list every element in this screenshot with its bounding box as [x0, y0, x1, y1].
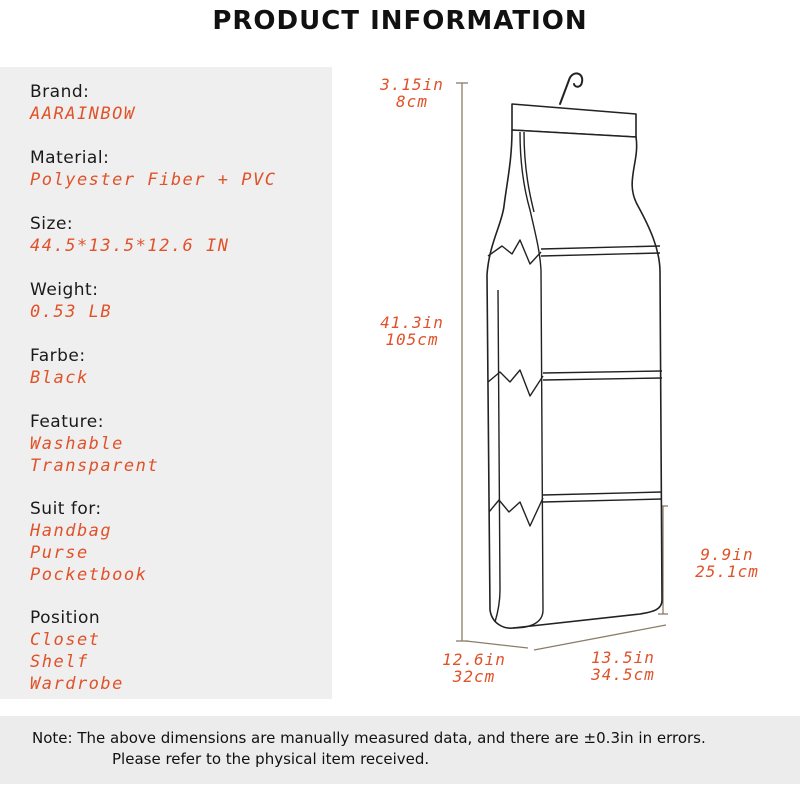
dimension-inches: 9.9in [700, 545, 754, 564]
dimension-top [362, 76, 462, 110]
spec-label: Size: [30, 214, 74, 234]
note-subtext: Please refer to the physical item received. [112, 750, 430, 768]
dimension-cm: 34.5cm [591, 665, 655, 684]
spec-label: Suit for: [30, 499, 102, 519]
page-title: PRODUCT INFORMATION [212, 6, 588, 36]
spec-label: Position [30, 608, 101, 628]
spec-label: Farbe: [30, 346, 86, 366]
dimension-depth [424, 651, 524, 685]
dimension-shelf [672, 546, 782, 580]
dimension-inches: 13.5in [591, 648, 655, 667]
spec-value: Closet [30, 630, 101, 650]
dimension-cm: 8cm [396, 92, 428, 111]
dimension-cm: 32cm [452, 667, 496, 686]
spec-label: Material: [30, 148, 110, 168]
spec-value: 44.5*13.5*12.6 IN [30, 236, 230, 256]
spec-value: Washable [30, 434, 124, 454]
dimension-width [568, 649, 678, 683]
spec-value: Purse [30, 543, 89, 563]
spec-value: Transparent [30, 456, 160, 476]
dimension-cm: 105cm [385, 330, 439, 349]
note-bar [0, 716, 800, 784]
dimension-inches: 3.15in [380, 75, 444, 94]
spec-label: Feature: [30, 412, 104, 432]
spec-value: Handbag [30, 521, 113, 541]
spec-label: Weight: [30, 280, 99, 300]
dimension-cm: 25.1cm [695, 562, 759, 581]
dimension-height [362, 314, 462, 348]
spec-value: Black [30, 368, 89, 388]
hanger-hook-icon [560, 73, 582, 104]
dimension-inches: 12.6in [442, 650, 506, 669]
note-text: Note: The above dimensions are manually measured data, and there are ±0.3in in errors. [32, 729, 706, 747]
spec-value: Pocketbook [30, 565, 148, 585]
spec-value: Shelf [30, 652, 89, 672]
spec-value: Wardrobe [30, 674, 124, 694]
width-dimension-line [534, 625, 666, 650]
spec-value: 0.53 LB [30, 302, 113, 322]
spec-value: AARAINBOW [30, 104, 136, 124]
dimension-inches: 41.3in [380, 313, 444, 332]
spec-label: Brand: [30, 82, 90, 102]
spec-value: Polyester Fiber + PVC [30, 170, 277, 190]
organizer-outline [487, 104, 662, 628]
depth-dimension-line [466, 641, 528, 648]
